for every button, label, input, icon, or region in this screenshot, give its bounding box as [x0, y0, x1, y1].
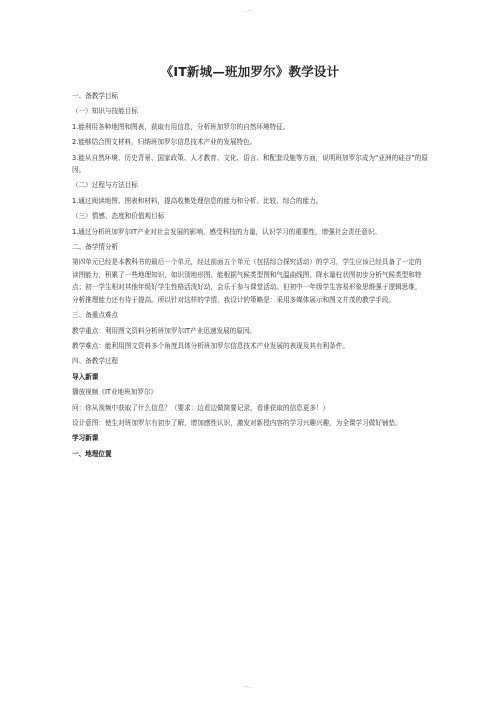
- student-analysis-paragraph: 第四单元已经是本教科书的最后一个单元，经过前面五个单元（包括综合探究活动）的学习，学生应该已经具备了一定的读图能力，积累了一些地理知识，如识别地形图、能根据气候类型图和气温曲线图、降水量柱状图初步分析气候类型和特点；初一学生相对其他年级好学生性格活泼好动，会乐于参与课堂活动。但初中一年级学生容易形象思维强于逻辑思维，分析推理能力还有待于提高。所以针对这样的学情，我设计的策略是：采用多媒体展示和图文并茂的教学手段。: [72, 258, 422, 304]
- document-body: [72, 62, 428, 460]
- intro-heading: 导入新课: [72, 372, 99, 381]
- subsection-heading-values: （三）情感、态度和价值观目标: [72, 212, 165, 221]
- section-heading-objectives: 一、备教学目标: [72, 92, 119, 100]
- new-lesson-heading: 学习新课: [72, 434, 99, 443]
- page-title: 《IT新城—班加罗尔》教学设计: [160, 64, 340, 79]
- section-heading-key-points: 三、备重点难点: [72, 311, 119, 320]
- objective-item: 1.通过阅读地图、图表和材料，提高收集处理信息的能力和分析、比较、综合的能力。: [72, 196, 323, 205]
- intro-question-text: 问：你从视频中获取了什么信息？（要求：边看边做简要记录，看谁获取的信息更多！）: [72, 403, 330, 412]
- location-heading: 一、地理位置: [72, 449, 112, 458]
- section-heading-process: 四、备教学过程: [72, 357, 119, 366]
- page-footer-mark: —…: [243, 684, 253, 690]
- intro-intent-text: 设计意图：使生对班加罗尔有初步了解，增加感性认识，激发对新授内容的学习兴趣兴趣，为全课学习做好铺垫。: [72, 418, 402, 427]
- objective-item: 3.能从自然环境、历史背景、国家政策、人才教育、文化、语言、和配套设施等方面，说明班加罗尔成为“亚洲的硅谷”的原因。: [72, 153, 428, 175]
- page-header-mark: …—: [243, 8, 253, 14]
- objective-item: 1.能利用各种地图和图表，获取有用信息，分析班加罗尔的自然环境特征。: [72, 122, 290, 131]
- objective-item: 2.能够结合图文材料，归纳班加罗尔信息技术产业的发展特色。: [72, 138, 257, 147]
- difficult-point-text: 教学难点：能利用图文资料多个角度具体分析班加罗尔信息技术产业发展的表现及其有利条件。: [72, 341, 349, 350]
- objective-item: 1.通过分析班加罗尔IT产业对社会发展的影响，感受科技的力量，认识学习的重要性，增强社会责任意识。: [72, 227, 381, 236]
- subsection-heading-knowledge: （一）知识与技能目标: [72, 107, 138, 116]
- subsection-heading-process: （二）过程与方法目标: [72, 181, 138, 190]
- key-point-text: 教学重点：利用图文资料分析班加罗尔IT产业迅速发展的原因。: [72, 326, 257, 335]
- section-heading-students: 二、备学情分析: [72, 243, 119, 252]
- intro-video-text: 播放视频《IT业地班加罗尔》: [72, 388, 158, 397]
